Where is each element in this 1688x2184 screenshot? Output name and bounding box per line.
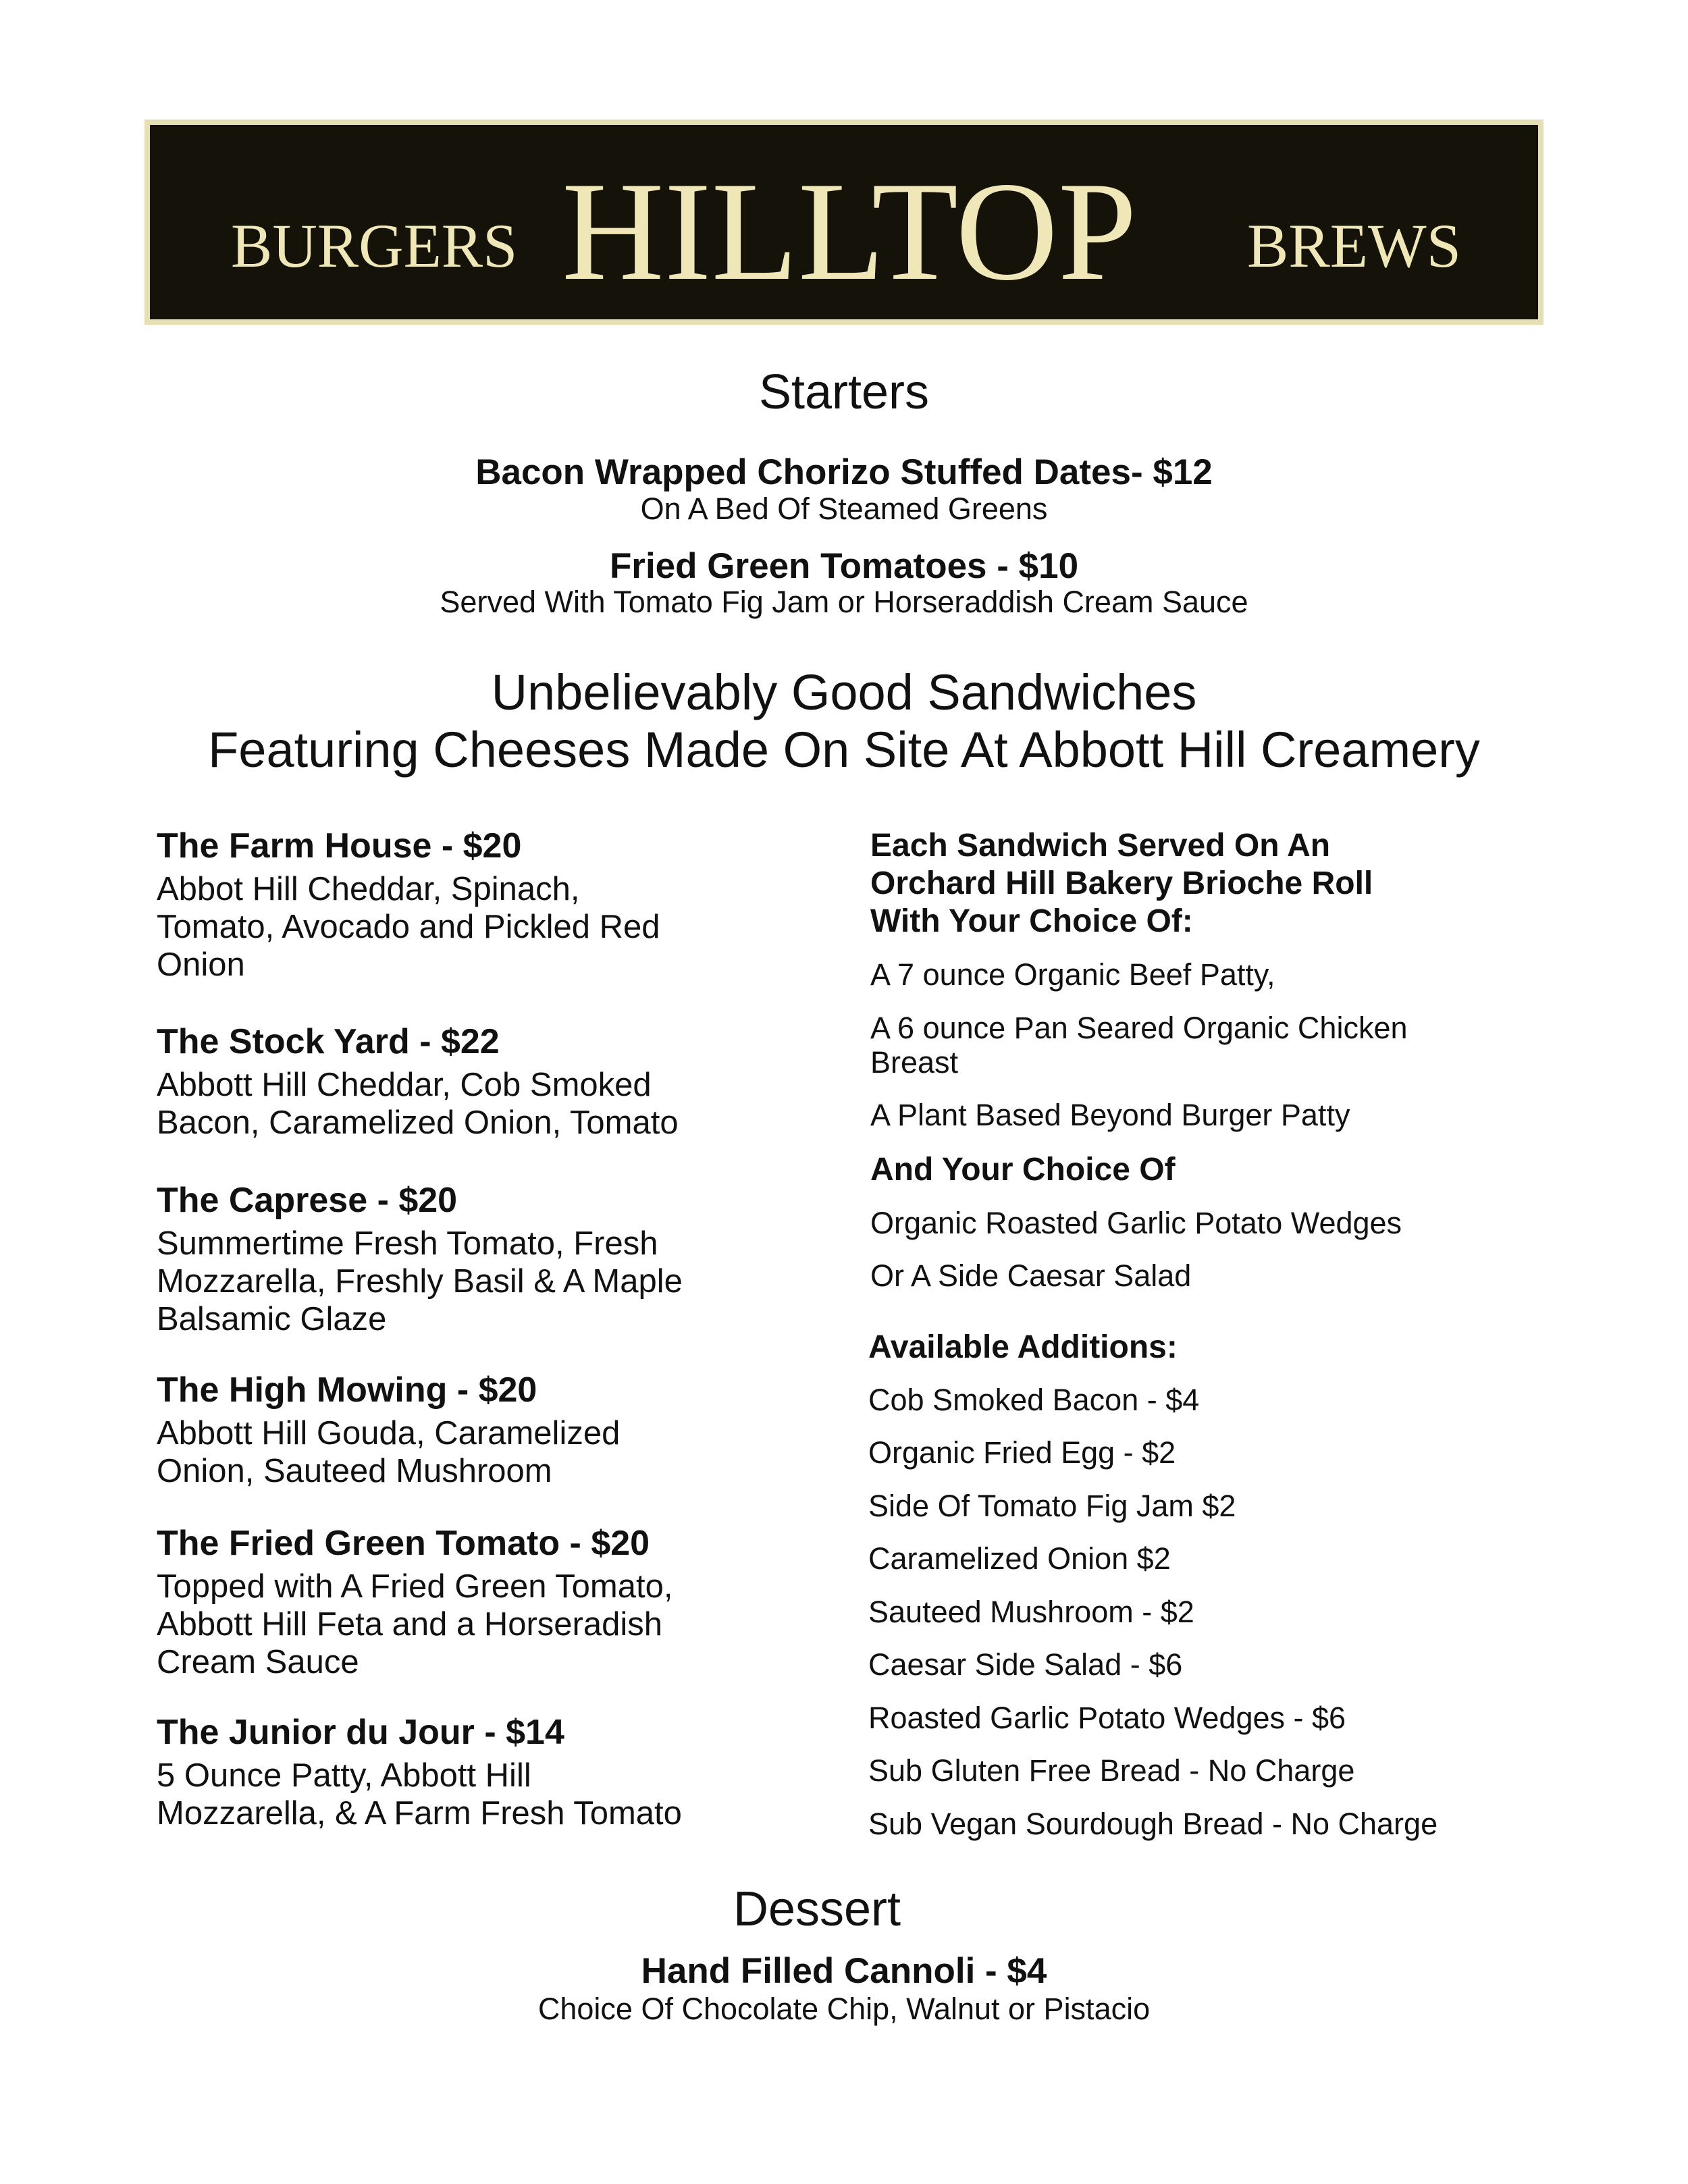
sandwich-item <box>157 1370 620 1490</box>
protein-option: Breast <box>870 1045 959 1080</box>
side-option: Or A Side Caesar Salad <box>870 1258 1192 1293</box>
sandwich-desc-line: Balsamic Glaze <box>157 1301 387 1337</box>
sandwich-desc-line: Bacon, Caramelized Onion, Tomato <box>157 1104 679 1141</box>
sandwich-desc-line: Abbott Hill Cheddar, Cob Smoked <box>157 1067 652 1103</box>
sandwich-desc-line: Tomato, Avocado and Pickled Red <box>157 909 660 945</box>
sandwich-title: The Junior du Jour - $14 <box>157 1713 564 1752</box>
options-intro-line: Each Sandwich Served On An <box>870 828 1331 863</box>
sandwich-title: The Farm House - $20 <box>157 826 522 865</box>
sandwich-desc-line: Summertime Fresh Tomato, Fresh <box>157 1225 658 1262</box>
sandwich-item <box>157 1523 672 1681</box>
sandwich-desc-line: 5 Ounce Patty, Abbott Hill <box>157 1757 531 1794</box>
sandwich-title: The Fried Green Tomato - $20 <box>157 1524 650 1563</box>
starters-heading: Starters <box>758 365 930 419</box>
logo-left-word: BURGERS <box>231 211 518 280</box>
starter-desc: On A Bed Of Steamed Greens <box>640 491 1048 526</box>
sandwich-item <box>157 1021 679 1142</box>
addition-item: Sub Gluten Free Bread - No Charge <box>868 1753 1355 1788</box>
addition-item: Cob Smoked Bacon - $4 <box>868 1383 1200 1417</box>
sandwich-desc-line: Onion, Sauteed Mushroom <box>157 1453 552 1489</box>
addition-item: Side Of Tomato Fig Jam $2 <box>868 1489 1236 1523</box>
sandwiches-subheading: Featuring Cheeses Made On Site At Abbott Hill Creamery <box>208 722 1480 778</box>
addition-item: Sub Vegan Sourdough Bread - No Charge <box>868 1807 1438 1841</box>
addition-item: Roasted Garlic Potato Wedges - $6 <box>868 1701 1346 1735</box>
logo-right-word: BREWS <box>1247 211 1461 280</box>
starter-title: Fried Green Tomatoes - $10 <box>609 546 1079 586</box>
addition-item: Organic Fried Egg - $2 <box>868 1435 1176 1470</box>
logo-title: HILLTOP <box>562 153 1137 310</box>
dessert-desc: Choice Of Chocolate Chip, Walnut or Pistacio <box>537 1992 1151 2026</box>
logo-banner <box>144 119 1544 325</box>
sandwich-desc-line: Mozzarella, & A Farm Fresh Tomato <box>157 1795 682 1832</box>
sandwich-desc-line: Mozzarella, Freshly Basil & A Maple <box>157 1263 683 1300</box>
sandwich-item <box>157 826 660 984</box>
sides-heading: And Your Choice Of <box>870 1152 1176 1188</box>
sandwich-item <box>157 1712 682 1832</box>
sandwich-title: The Stock Yard - $22 <box>157 1022 500 1061</box>
sandwich-desc-line: Abbott Hill Feta and a Horseradish <box>157 1606 662 1643</box>
addition-item: Caramelized Onion $2 <box>868 1541 1171 1576</box>
sandwiches-heading: Unbelievably Good Sandwiches <box>491 664 1197 720</box>
dessert-title: Hand Filled Cannoli - $4 <box>641 1951 1047 1991</box>
side-option: Organic Roasted Garlic Potato Wedges <box>870 1206 1402 1240</box>
protein-option: A Plant Based Beyond Burger Patty <box>870 1098 1350 1132</box>
sandwich-title: The High Mowing - $20 <box>157 1370 537 1410</box>
dessert-heading: Dessert <box>733 1882 901 1936</box>
protein-option: A 7 ounce Organic Beef Patty, <box>870 957 1275 992</box>
sandwich-title: The Caprese - $20 <box>157 1181 458 1220</box>
sandwich-desc-line: Onion <box>157 947 245 983</box>
options-intro-line: With Your Choice Of: <box>870 903 1193 939</box>
starter-desc: Served With Tomato Fig Jam or Horseraddish Cream Sauce <box>440 585 1248 619</box>
options-intro-line: Orchard Hill Bakery Brioche Roll <box>870 865 1373 901</box>
additions-heading: Available Additions: <box>868 1329 1178 1365</box>
sandwich-desc-line: Topped with A Fried Green Tomato, <box>157 1568 673 1605</box>
addition-item: Caesar Side Salad - $6 <box>868 1647 1183 1682</box>
sandwich-item <box>157 1180 683 1338</box>
sandwich-desc-line: Abbot Hill Cheddar, Spinach, <box>157 871 580 907</box>
sandwich-desc-line: Cream Sauce <box>157 1644 359 1680</box>
addition-item: Sauteed Mushroom - $2 <box>868 1595 1194 1629</box>
protein-option: A 6 ounce Pan Seared Organic Chicken <box>870 1011 1408 1045</box>
sandwich-desc-line: Abbott Hill Gouda, Caramelized <box>157 1415 621 1451</box>
starter-title: Bacon Wrapped Chorizo Stuffed Dates- $12 <box>475 452 1213 492</box>
